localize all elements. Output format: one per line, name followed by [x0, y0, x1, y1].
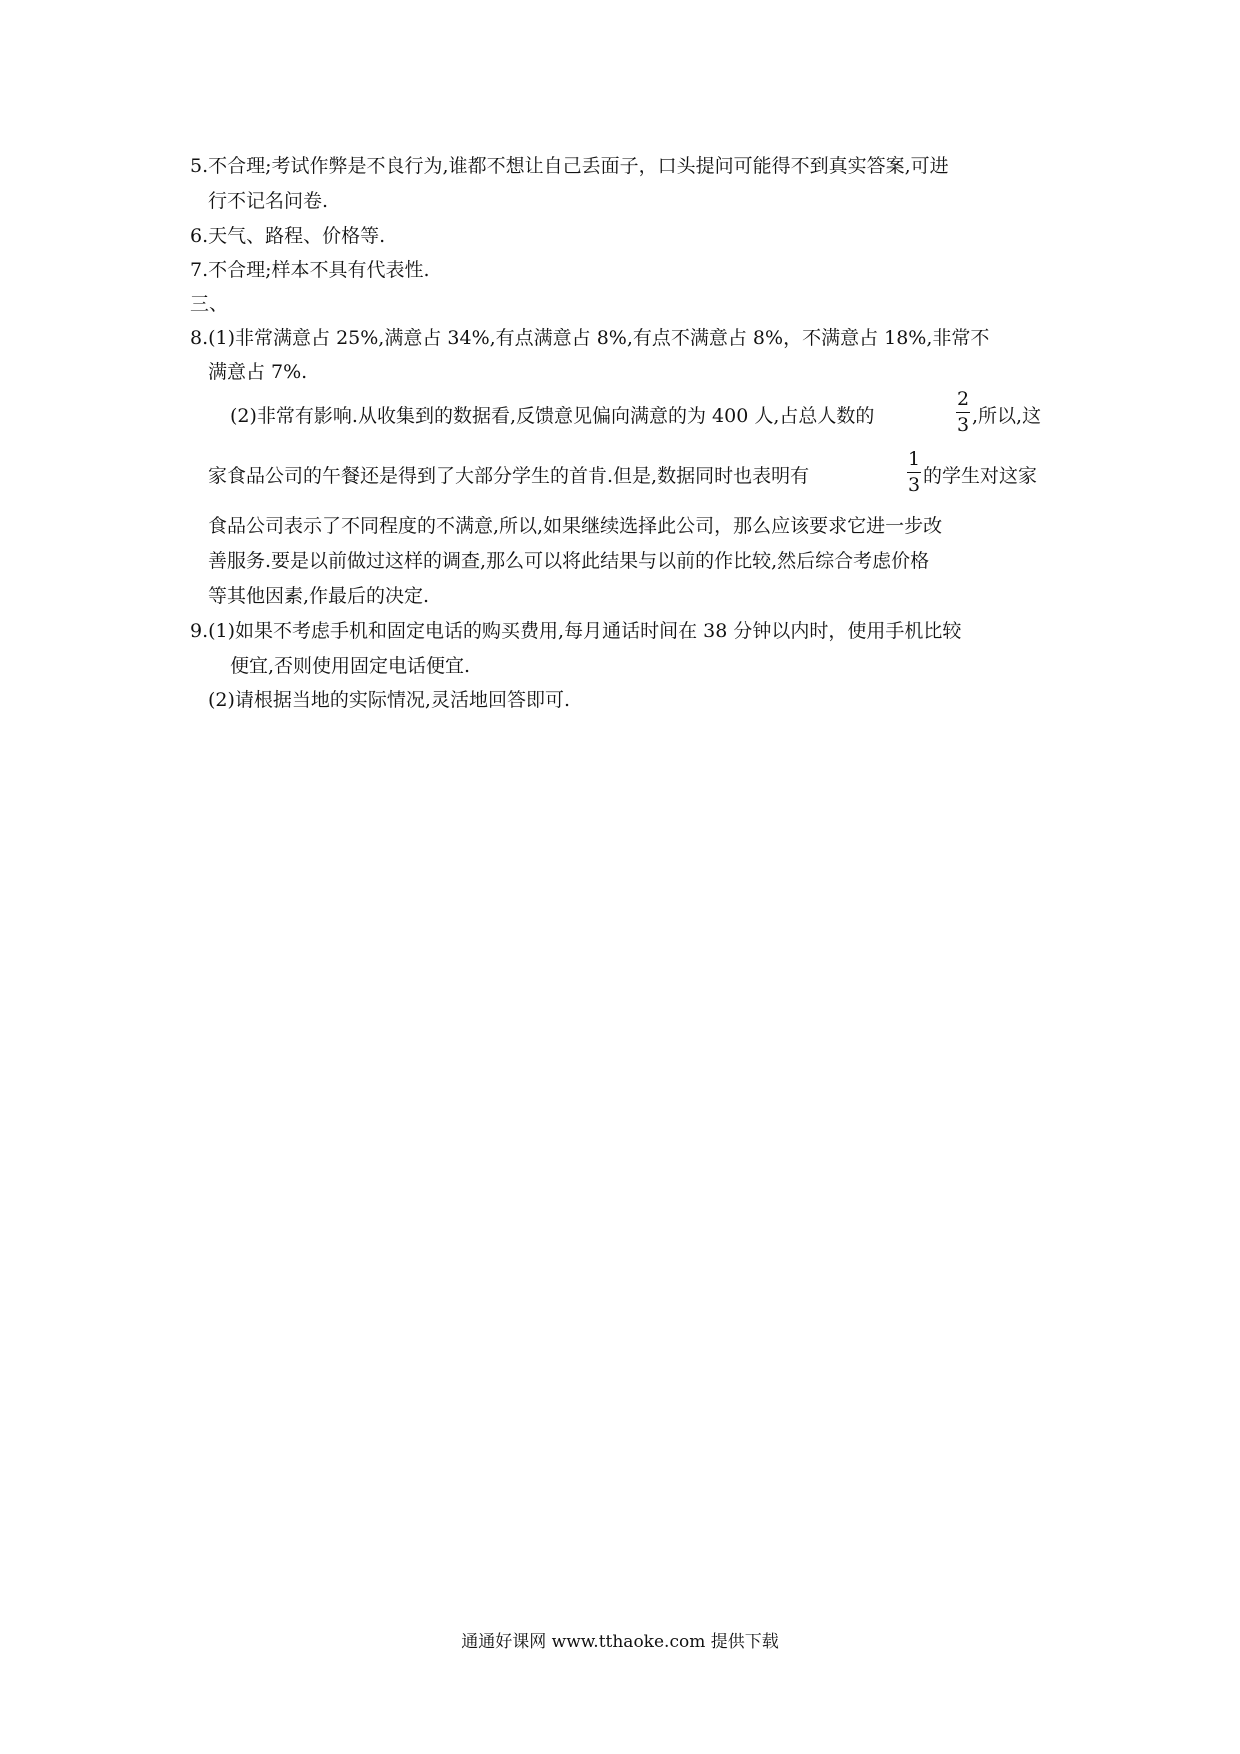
answer-8-2-line-5: 等其他因素,作最后的决定. [208, 585, 430, 607]
section-three-heading: 三、 [190, 293, 229, 315]
fraction-bar [956, 412, 970, 413]
answer-7: 7.不合理;样本不具有代表性. [190, 259, 430, 281]
answer-9-1-line-2: 便宜,否则使用固定电话便宜. [230, 655, 471, 677]
answer-5-line-1: 5.不合理;考试作弊是不良行为,谁都不想让自己丢面子，口头提问可能得不到真实答案,可进 [190, 155, 949, 177]
fraction-denominator: 3 [907, 474, 921, 496]
answer-8-2-line-3: 食品公司表示了不同程度的不满意,所以,如果继续选择此公司，那么应该要求它进一步改 [208, 515, 943, 537]
answer-5-line-2: 行不记名问卷. [208, 190, 329, 212]
answer-9-2: (2)请根据当地的实际情况,灵活地回答即可. [208, 689, 570, 711]
answer-8-1-line-1: 8.(1)非常满意占 25%,满意占 34%,有点满意占 8%,有点不满意占 8%，不满意占 18%,非常不 [190, 327, 990, 349]
fraction-numerator: 1 [907, 448, 921, 470]
fraction-denominator: 3 [956, 414, 970, 436]
answer-8-2-line-4: 善服务.要是以前做过这样的调查,那么可以将此结果与以前的作比较,然后综合考虑价格 [208, 550, 930, 572]
answer-8-2-line-1-b: ,所以,这 [972, 405, 1042, 427]
page-footer: 通通好课网 www.tthaoke.com 提供下载 [461, 1632, 779, 1652]
fraction-numerator: 2 [956, 388, 970, 410]
answer-8-1-line-2: 满意占 7%. [208, 361, 308, 383]
answer-8-2-line-1-a: (2)非常有影响.从收集到的数据看,反馈意见偏向满意的为 400 人,占总人数的 [230, 405, 875, 427]
fraction-one-third [906, 448, 922, 500]
answer-8-2-line-2-b: 的学生对这家 [923, 465, 1038, 487]
fraction-two-thirds [955, 388, 971, 440]
fraction-bar [907, 472, 921, 473]
answer-9-1-line-1: 9.(1)如果不考虑手机和固定电话的购买费用,每月通话时间在 38 分钟以内时，使用手机比较 [190, 620, 962, 642]
answer-6: 6.天气、路程、价格等. [190, 225, 386, 247]
answer-8-2-line-2-a: 家食品公司的午餐还是得到了大部分学生的首肯.但是,数据同时也表明有 [208, 465, 810, 487]
